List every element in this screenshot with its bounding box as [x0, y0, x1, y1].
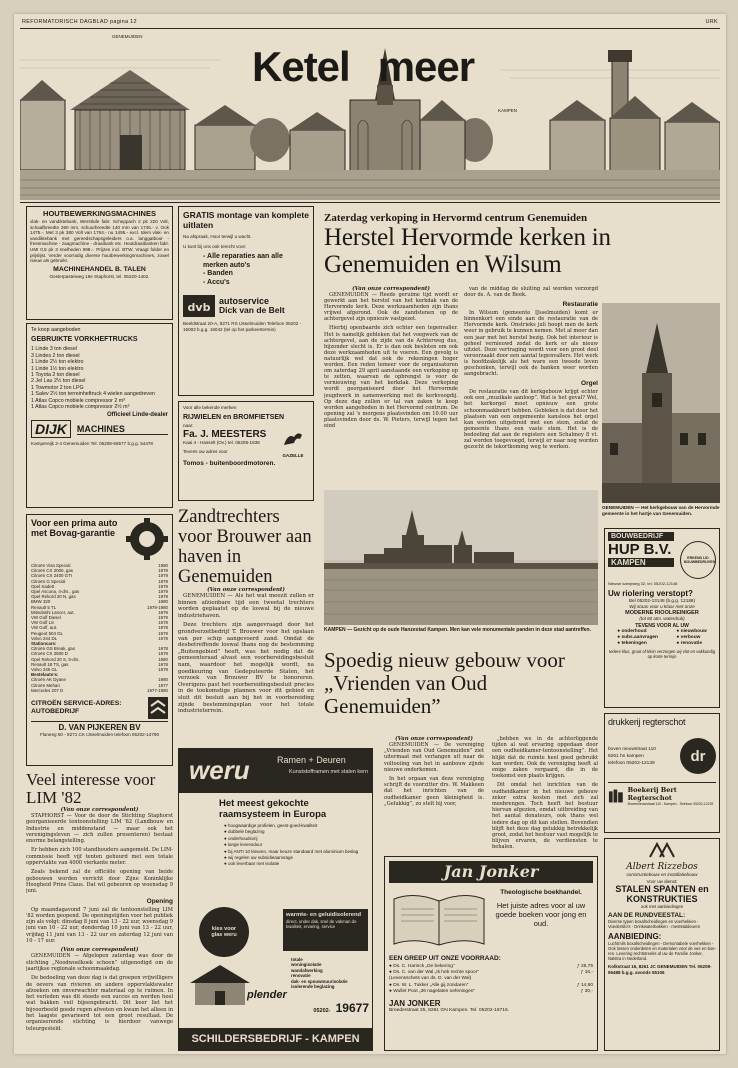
car-list — [31, 563, 168, 693]
regterschot-strip-text — [628, 786, 716, 806]
meesters-row — [183, 429, 309, 458]
car-year: 1979 — [158, 578, 168, 584]
weru-service: totale — [291, 957, 303, 962]
car-model: Citroën Visa Special — [31, 563, 71, 568]
ad-gratis-title: GRATIS montage van komplete uitlaten — [183, 210, 309, 230]
article-herstel-kicker — [324, 206, 719, 226]
car-model: BMW 320 — [31, 599, 51, 605]
rizzebos-big-sub: ook met aanbiedingen — [640, 904, 684, 909]
autoservice-text — [219, 297, 285, 315]
car-model: Mercedes 207 D — [31, 687, 64, 693]
weru-service: dak- en spouwmuurisolatie — [291, 978, 348, 984]
jonker-sub1: Theologische boekhandel. — [500, 889, 582, 896]
weru-badge-text: kies voor glas weru — [211, 926, 237, 938]
hup-seal-text: ERKEND LID BOUWBEDRIJVEN — [684, 556, 716, 564]
hup-also: TEVENS VOOR AL UW — [635, 623, 689, 629]
car-year: 1977 — [158, 682, 168, 688]
ad-gratis-line1: Na afspraak, Hoor terwijl u wacht. — [183, 234, 252, 239]
article-lim-byline: (Van onze correspondent) — [60, 807, 139, 813]
car-model: Mitsubishi Lancer, aut. — [31, 609, 75, 615]
banner-label-mid: KAMPEN — [498, 108, 518, 113]
bovag-head — [31, 518, 168, 560]
hup-headline: Uw riolering verstopt? — [608, 589, 693, 598]
plender-logo-area — [185, 961, 285, 1009]
herstel-kicker: Zaterdag verkoping in Hervormd centrum Genemuiden — [324, 212, 588, 224]
article-zandtrechters — [178, 507, 314, 742]
ad-vorkheftrucks-dealer: Officieel Linde-dealer — [106, 412, 168, 419]
article-spoedig-title: Spoedig nieuw gebouw voor „Vrienden van Oud Genemuiden” — [324, 649, 565, 718]
rizzebos-head — [608, 842, 716, 877]
truck-item: 1 Atlas Copco mobiele compressor 2½ m³ — [31, 404, 130, 411]
weru-bullet: ● ook leverbaar met isolatie — [224, 861, 280, 867]
spoedig-paragraph: „hebben we in de achterliggende tijden al wat ervaring opgedaan door een oudheidkamer-tentoonstelling”. Het blijkt dat de ruimte heel goed gebruikt kan worden. Ook de vereniging heeft al enige zaken vergaard, die in de toekomst een plaats krijgen. — [492, 736, 598, 780]
lim-paragraph: Zoals bekend zal de officiële opening van beide gebouwen worden verricht door Zijne Koninklijke Hoogheid Prins Claus. Dat wil gebeuren op woensdag 9 juni. — [26, 869, 173, 895]
gratis-bullets — [203, 253, 309, 287]
weru-panel — [283, 909, 368, 951]
car-model: Citroën CX 2400 GTI — [31, 573, 72, 579]
car-model: Peugeot 504 GL — [31, 630, 63, 636]
car-year: 1979 — [158, 667, 168, 673]
weru-brand: weru — [189, 755, 250, 785]
weru-phone — [309, 997, 369, 1016]
car-year: 1977-1980 — [147, 687, 168, 693]
regterschot-strip — [608, 782, 716, 806]
photo-kampen — [324, 490, 598, 625]
hup-place: KAMPEN — [608, 558, 674, 567]
ad-meesters — [178, 401, 314, 501]
car-model: Opel Ascona, 4-drs., gas — [31, 589, 80, 595]
regterschot-strip-title: Boekerij Bert Regterschot — [627, 786, 677, 802]
car-model: Opel Kadett — [31, 583, 55, 589]
car-year: 1978 — [158, 661, 168, 667]
rizzebos-name: Albert Rizzebos — [626, 862, 698, 872]
weru-services — [291, 957, 351, 989]
ad-vorkheftrucks-title: GEBRUIKTE VORKHEFTRUCKS — [31, 336, 138, 344]
herstel-paragraph: GENEMUIDEN — Reeds geruime tijd wordt er gewerkt aan het herstel van het kerkdak van de Hervormde kerk. Deze werkzaamheden zijn thans vrijwel afgerond. Ook de zandstenen op de achtergevel zijn opnieuw vastgezet. — [324, 292, 458, 323]
gratis-bullet: - Banden — [203, 270, 233, 278]
herstel-paragraph: In Wilsum (gemeente IJsselmuiden) komt er binnenkort een einde aan de restauratie van de Hervormde kerk. Onstrieks juli hoopt men de kerk weer in gebruik te kunnen nemen. Met al meer dan een jaar met het herstel bezig. Ook het interieur is geheel vernieuwd zodat de kerk er als nieuw uitziet. Deze vertraging wordt voor een groot deel veroorzaakt door een aantal tegenvallers. Het werk is hoofdzakelijk als het ware een tweede leven geschonken, terwijl ook de banken weer worden aangebracht. — [464, 310, 598, 378]
gazelle-icon — [280, 429, 306, 449]
book-price: ƒ 16,- — [580, 970, 593, 976]
car-model: Citroën G Special — [31, 578, 66, 584]
weru-panel-title: warmte- en geluidisolerend — [286, 912, 362, 918]
lim-paragraph: GENEMUIDEN — Afgelopen zaterdag was door de stichting „Noodwoelkoek scheen” uitgenodigd om de jaarlijkse regionale schoonmaakdag. — [26, 953, 173, 972]
svg-text:dvb: dvb — [187, 301, 211, 315]
autoservice-logo-icon — [183, 295, 215, 317]
regterschot-addr2: 8261 hn kampen — [608, 753, 644, 759]
herstel-col1-body — [324, 292, 458, 429]
ad-gratis-name: Dick van de Belt — [219, 305, 285, 316]
plender-name: plender — [247, 989, 287, 1001]
weru-tag2: Kunststofframen met stalen kern — [289, 769, 369, 775]
car-model: Renault 18 TS, gas — [31, 661, 69, 667]
ad-meesters-naar: naar: — [183, 422, 194, 428]
hup-logo-row — [608, 541, 716, 579]
herstel-byline: (Van onze correspondent) — [352, 286, 430, 292]
weru-bullets — [224, 823, 366, 868]
truck-item: 2 Jel Lau 2½ ton diesel — [31, 378, 86, 385]
car-model: Citroën CX 2500 D — [31, 651, 68, 657]
ad-jonker — [384, 856, 598, 1051]
regterschot-logo — [680, 738, 716, 774]
herstel-col2-body — [464, 286, 598, 298]
ad-gratis — [178, 206, 314, 396]
regterschot-addr3: telefoon 05202-12139 — [608, 760, 655, 766]
herstel-paragraph: van de middag de sluiting zal worden verzorgd door ds. A. van de Beek. — [464, 286, 598, 299]
herstel-paragraph: Hierbij openbaarde zich echter een tegenvaller. Het is namelijk gebleken dat het voegwerk van de achtergevel, aan de zijde van de Achterweg dus, bijzonder slecht is. Er is dan ook besloten om ook deze werkzaamheden uit te voeren. Een gevolg is natuurlijk wel dat ook de rekeningen hoger worden. Een reden temeer voor de organisatoren om zaterdag 29 april aanstaande een verkoping op te zetten, waarvan de opbrengst is voor de vernieuwing van het kerkdak. Deze verkoping wordt georganiseerd door het Hervormde jeugdwerk in samenwerking met de kerkvoogdij. Op deze dag zullen er tal van zaken te koop worden aangeboden in het Hervormd centrum. De opening zal 's morgens plaatsvinden om 10.00 uur plaatsvinden door ds. W. Pieters, terwijl tegen het eind — [324, 325, 458, 429]
kampen-photo — [324, 490, 598, 625]
hup-service: ● tekeningen — [617, 641, 647, 646]
ad-vorkheftrucks-intro: Te koop aangeboden — [31, 327, 81, 333]
truck-item: 1 Salev 2½ ton terreinheftruck 4 wielen aangedreven — [31, 391, 155, 398]
truck-item: 1 Toyota 2 ton diesel — [31, 372, 80, 379]
jonker-footer-name: JAN JONKER — [389, 999, 441, 1009]
car-year: 1978 — [158, 646, 168, 652]
citroen-row — [31, 697, 168, 719]
hup-service: ● subs.aanvragen — [617, 635, 658, 640]
article-zandtrechters-body — [178, 593, 314, 715]
ad-vorkheftrucks-address: Kampereijk 2-4 Genemuiden Tel. 05208-55577 b.g.g. 54478 — [31, 441, 153, 447]
ad-gratis-address: Beeldstraat 20-A, 8271 RS IJsselmuiden Telefoon 05202 - 16002 b.g.g. 16042 (tel op het parkeerterrein) — [183, 321, 302, 332]
car-year: 1980 — [158, 563, 168, 568]
spoedig-col1 — [384, 736, 484, 851]
ad-houtbewerking — [26, 206, 173, 320]
autoservice-row — [183, 295, 309, 317]
rizzebos-rv-text: Diverse typen boxafscheidingen en voerhekken - Voedersilo's - Drinkwaterbakken - meststaldeuren — [608, 919, 701, 929]
spoedig-col1-body — [384, 742, 484, 807]
ad-meesters-extra: Tevens uw adres voor — [183, 448, 228, 454]
truck-item: 1 Towmotor 2 ton LPG — [31, 384, 84, 391]
weru-service: isolerende beglazing — [291, 984, 335, 990]
car-model: VW Golf LS — [31, 620, 54, 626]
weru-phone-number: 19677 — [335, 1001, 369, 1015]
weru-phone-label: 05202- — [313, 1008, 331, 1014]
book-title: (Levensschets van ds. D. van der Wal) — [389, 976, 472, 982]
ad-bovag-title: Voor een prima auto met Bovag-garantie — [31, 518, 118, 538]
book-title: ● Ds. C. van der Wal „Ik heb rechte spoor” — [389, 970, 479, 976]
truck-list — [31, 346, 168, 410]
church-photo — [602, 303, 720, 503]
weru-bullet: ● wij regelen uw subsidieaanvrage — [224, 855, 294, 861]
regterschot-strip-small: Bovennieuwstraat 110 - Kampen - Telefoon 05202-12139 — [627, 802, 714, 806]
banner-label-left: GENEMUIDEN — [112, 34, 143, 39]
car-year: 1979 — [158, 594, 168, 600]
regterschot-logo-text: dr — [690, 747, 706, 765]
rizzebos-voor: Voor uw dienst: — [646, 879, 678, 884]
rizzebos-address: Kolkstraat 16, 8261 JC GENEMUIDEN Tel. 05208-55488 b.g.g. avonds 55106 — [608, 964, 712, 975]
rizzebos-tag: constructiebouw en installatiebouw — [626, 872, 698, 877]
ad-meesters-intro: Voor alle bekende merken — [183, 405, 237, 410]
regterschot-address — [608, 746, 680, 767]
car-year: 1978 — [158, 568, 168, 574]
ad-houtbewerking-company: MACHINEHANDEL B. TALEN — [53, 265, 146, 273]
regterschot-addr1: boven nieuwstraat 110 — [608, 746, 656, 752]
lim-paragraph: Op maandagavond 7 juni zal de tentoonstelling LIM '82 worden geopend. De openingstijden voor het publiek zijn als volgt: dinsdag 8 juni van 13 - 22 uur, woensdag 9 juni van 10 - 22 uur, donderdag 10 juni van 13 - 22 uur, vrijdag 11 juni van 13 - 22 uur en zaterdag 12 juni van 10 - 17 uur. — [26, 906, 173, 945]
car-year: 1978-1980 — [147, 604, 168, 610]
weru-footer: SCHILDERSBEDRIJF - KAMPEN — [179, 1028, 372, 1050]
lim-paragraph: Er hebben zich 100 standhouders aangemeld. De LIM-commissie heeft vijf tenten gehuurd met een totale oppervlakte van 4000 vierkante meter. — [26, 847, 173, 867]
car-model: Stationcars: — [31, 641, 57, 647]
spoedig-paragraph: In het orgaan van deze vereniging schrijft de voorzitter drs. W. Makkeen dat het inrichten van de oudheidkamer geen kleinigheid is. „Gelukkig”, zo stelt hij voor, — [384, 776, 484, 807]
article-lim-body — [26, 813, 173, 895]
ad-bovag-dealer: CITROËN SERVICE-ADRES: AUTOBEDRIJF — [31, 700, 122, 716]
book-title: ● Ds. C. Harinck „De bekering” — [389, 964, 455, 969]
zandtrechters-paragraph: Deze trechters zijn aangevraagd door het grondverzetbedrijf T. Brouwer voor het opslaan van per schip aangevoerd zand. Omdat de desbetreffende loswal thans nog de bestemming „Buitengebied” heeft, was het nodig dat de gemeenteraad alvast een voorbereidingsbesluit nam, waardoor het mogelijk wordt, na goedkeuring van Gedeputeerde Staten, het verzoek van Brouwer BV te honoreren. Overigens past het voorbereidingsbesluit precies in de toekomstige plannen voor dit gebied en sluit dit besluit aan bij het in voorbereiding zijnde bestemmingsplan voor het totale industrieterrein. — [178, 622, 314, 715]
newspaper-page — [14, 14, 726, 1054]
article-lim-body3 — [26, 953, 173, 1032]
car-year: 1980 — [158, 599, 168, 605]
hup-footer: Iedere klus, groot of klein verzorgen wij vlot en vakkundig op korte termijn — [608, 649, 716, 659]
hup-machine-sub: (tot 60 atm. waterdruk) — [639, 616, 685, 621]
article-herstel-title: Herstel Hervormde kerken in Genemuiden en Wilsum — [324, 224, 611, 278]
jonker-name: Jan Jonker — [443, 862, 539, 881]
banner — [20, 30, 720, 200]
car-year: 1978 — [158, 620, 168, 626]
car-year: 1979 — [158, 583, 168, 589]
hup-service: ● onderhoud — [617, 629, 647, 634]
gratis-bullet: - Alle reparaties aan alle merken auto's — [203, 253, 283, 269]
ad-houtbewerking-address: Oosterpasteiweg 19e Staphorst, tel. 05220-1402. — [49, 273, 150, 279]
book-price: ƒ 14,90 — [576, 982, 593, 988]
jonker-body — [389, 889, 593, 949]
gear-logo-icon — [126, 518, 168, 560]
dijk-logo-sub: MACHINES — [77, 424, 168, 435]
car-model: Renault 5 TL — [31, 604, 57, 610]
spoedig-col2 — [492, 736, 598, 851]
ad-bovag-name: D. VAN PIJKEREN BV — [31, 721, 168, 732]
rizzebos-aan-title: AANBIEDING: — [608, 932, 662, 941]
weru-panel-text: direct, onder dak, snel de vakman de kwaliteit, ervaring, service — [286, 919, 357, 930]
car-row — [31, 688, 168, 693]
weru-bullet: ● dubbele beglazing — [224, 829, 265, 835]
truck-item: 1 Linde 3 ton diesel — [31, 346, 77, 353]
jonker-address: Broederstraat 25, 8261 GN Kampen. Tel. 05202-16716. — [389, 1008, 510, 1014]
ad-houtbewerking-title: HOUTBEWERKINGSMACHINES — [43, 209, 156, 218]
hup-machine: MODERNE RIOOLREINIGER — [625, 610, 699, 616]
rizzebos-rv-title: AAN DE RUNDVEESTAL: — [608, 912, 686, 919]
spoedig-byline: (Van onze correspondent) — [395, 736, 473, 742]
ad-hup — [604, 528, 720, 708]
weru-badge — [199, 907, 249, 957]
zandtrechters-paragraph: GENEMUIDEN — Als het wat meezit zullen er binnen afzienbare tijd een tweetal trechters worden geplaatst op de loswal bij de nieuwe industriehaven. — [178, 593, 314, 619]
car-model: Volvo 244 DL — [31, 635, 58, 641]
car-model: Volvo 245 GL — [31, 667, 58, 673]
weru-bullet: ● bij ANTI 10 kleuren, maar keuze standaard met aluminium beslag — [224, 848, 359, 854]
car-year: 1979 — [158, 630, 168, 636]
car-model: VW Golf Diesel — [31, 615, 61, 621]
car-year: 1980 — [158, 677, 168, 683]
plender-house-icon — [185, 961, 285, 1009]
ad-meesters-title: RIJWIELEN en BROMFIETSEN — [183, 413, 285, 421]
dijk-logo: DIJK — [31, 420, 71, 438]
hup-service: ● verbouw — [676, 635, 701, 640]
ad-bovag — [26, 514, 173, 766]
gratis-bullet: - Accu's — [203, 278, 230, 286]
book-title: ● Wullet Poot „36 nagelaten oefeningen” — [389, 988, 476, 994]
weru-service: wandafwerking — [291, 967, 323, 973]
page-corner: URK — [705, 19, 718, 25]
car-year: 1979 — [158, 609, 168, 615]
photo-church-caption: GENEMUIDEN — Het kerkgebouw van de Hervormde gemeente in het hartje van Genemuiden. — [602, 505, 720, 516]
herstel-cross2: Orgel — [581, 380, 598, 388]
banner-rule — [20, 202, 720, 203]
hup-top: BOUWBEDRIJF — [608, 532, 674, 541]
hup-services — [608, 629, 716, 647]
weru-service: renovatie — [291, 973, 311, 979]
book-price: ƒ 30,- — [580, 988, 593, 994]
meesters-text — [183, 429, 277, 458]
article-lim-title: Veel interesse voor LIM '82 — [26, 771, 156, 807]
rizzebos-logo-icon — [647, 842, 677, 858]
car-model: VW Golf, aut. — [31, 625, 58, 631]
herstel-cross1: Restauratie — [562, 301, 598, 309]
weru-bullet: ● onderhoudsvrij — [224, 835, 258, 841]
spoedig-col2-body — [492, 736, 598, 851]
jonker-sub2: Het juiste adres voor al uw goede boeken voor jong en oud. — [495, 901, 587, 928]
photo-church-genemuiden — [602, 303, 720, 503]
car-year: 1979 — [158, 573, 168, 579]
truck-item: 1 Linde 2½ ton elektro — [31, 359, 84, 366]
hup-services-right — [676, 629, 706, 647]
car-year: 1980 — [158, 656, 168, 662]
ad-gratis-line2: U kunt bij ons ook terecht voor: — [183, 243, 247, 249]
hup-name-block — [608, 541, 674, 579]
weru-bullet: ● hoogwaardige profielen, geest-goed-kwaliteit — [224, 823, 318, 828]
car-year: 1978 — [158, 625, 168, 631]
book-title: ● Ds. W. L. Tukker „Alle gij zondaren” — [389, 982, 469, 988]
ad-meesters-name: Fa. J. MEESTERS — [183, 429, 267, 441]
spoedig-paragraph: Dit omdat het inrichten van de oudheidkamer in het nieuwe gebouw zeker extra kosten met zich zal meebrengen. Toch heeft het bestuur hiervan afgezien, omdat uitbreiding van het aantal donateurs, ook thans wel iedere dag op dit kan stellen. Bovendien blijft het deze dag gelukkig betrekkelijk groot, zodat het bestuur vast mogelijk te blijven ervaren, de verdiensten te behalen. — [492, 782, 598, 851]
jonker-tagline — [489, 889, 593, 949]
hup-seal — [680, 541, 716, 579]
lim-paragraph: STAPHORST — Voor de door de Stichting Staphorst georganiseerde tentoonstelling LIM '82 (Landbouw en Industrie en middenstand — maar ook het verenigingsleven — zich zullen presenteren) bestaat enorme belangstelling. — [26, 813, 173, 845]
citroen-chevron-icon — [148, 697, 168, 719]
jonker-head — [389, 861, 593, 883]
ad-regterschot — [604, 713, 720, 833]
article-lim-body2 — [26, 907, 173, 945]
truck-item: 1 Linde 1½ ton elektro — [31, 365, 84, 372]
truck-item: 3 Lindes 2 ton diesel — [31, 352, 80, 359]
book-price: ƒ 28,75 — [576, 964, 593, 969]
open-book-icon — [389, 889, 489, 949]
article-zandtrechters-title: Zandtrechters voor Brouwer aan haven in Genemuiden — [178, 507, 312, 587]
car-model: Opel Rekord 20 N, gas — [31, 594, 76, 600]
car-model: Opel Rekord 20 S, 5-drs. — [31, 656, 80, 662]
hup-phone: Bel 05202-13148 (b.g.g. 12188) — [628, 598, 696, 603]
spoedig-paragraph: GENEMUIDEN — De vereniging „Vrienden van Oud Genemuiden” ziet uitermaat met verlangen uit naar de voltooiing van het in aanbouw zijnde nieuwe onderkomen. — [384, 742, 484, 773]
article-lim-byline2: (Van onze correspondent) — [60, 947, 139, 954]
jonker-books — [389, 964, 593, 995]
ad-gratis-brand: autoservice — [219, 296, 270, 307]
car-model: Citroën CX 2000, gas — [31, 568, 73, 574]
car-model: Citroën Mehari — [31, 682, 60, 688]
hup-addr-small: Nieuwe kampweg 32, tel. 05202-12148 — [608, 581, 678, 586]
herstel-col1 — [324, 286, 458, 486]
weru-headline: Het meest gekochte raamsysteem in Europa — [219, 798, 327, 820]
herstel-col2b-body — [464, 310, 598, 377]
hup-service: ● renovatie — [676, 641, 702, 646]
lim-paragraph: De bedoeling van deze dag is dat groepen vrijwilligers de oevers van rivieren en andere oppervlaktewater afzoeken om onverwachter materiaal op te ruimen. In het verleden was dit steeds een succes en werden heel wat bakken vuil bijeengebracht. Dit keer liet het bijvoorbeeld goede regen afweten en kwam het alleen in het laagste gevarieerd tot een groot resultaat. De organiserende stichting is hierdoor vanwege teleurgesteld. — [26, 975, 173, 1032]
ad-rizzebos — [604, 838, 720, 1051]
regterschot-row — [608, 738, 716, 774]
photo-kampen-caption: KAMPEN — Gezicht op de oude Hanzestad Kampen. Men kan vele monumentale panden in deze stad aantreffen. — [324, 627, 591, 633]
car-model: Bestelauto's: — [31, 672, 59, 678]
banner-title-right: meer — [377, 44, 475, 90]
herstel-col2c-body — [464, 389, 598, 450]
car-model: Citroën GS Break, gas — [31, 646, 75, 652]
herstel-col2 — [464, 286, 598, 486]
banner-title-left: Ketel — [252, 44, 350, 90]
hup-service: ● nieuwbouw — [676, 629, 707, 634]
gazelle-label: GAZELLE — [282, 453, 304, 459]
banner-title — [252, 44, 502, 94]
dijk-logo-row — [31, 420, 168, 438]
weru-tag1: Ramen + Deuren — [277, 755, 346, 765]
weru-bullet: ● lange levensduur — [224, 842, 263, 848]
article-zandtrechters-byline: (Van onze correspondent) — [207, 587, 285, 593]
car-year: 1979 — [158, 615, 168, 621]
ad-meesters-footer: Tomos - buitenboordmotoren. — [183, 460, 276, 468]
ad-houtbewerking-body: vlak- en vandiktebank, Werstlufe fabr. Scheppach 2 pk 220 Volt, schaafbreedte 260 mm, schuurbreedte 140 mm van 1745.- v. Ook 1475.-. Met 3 pk 380 Volt van 1764.- nu 1495.- excl. Idem vlak- en vandiktebank met gereedschapsgeleiders o.a. langgatboor - freesmachine - zaagmachine - draaibank etc. Houtdraaibanken fabr. UMI 0,5 pk 3 snelheden 598.-. Prijzen incl. BTW. Vraagt folder en prijslijst. Verder voorradig diverse houtbewerkingsmachines, zowel nieuw als gebruikt. — [30, 219, 169, 264]
hup-name: HUP B.V. — [608, 541, 672, 558]
hup-sub: Wij staan voor u klaar met onze — [629, 604, 695, 609]
car-model: Citroën AK Dyane — [31, 677, 66, 683]
ad-meesters-address: Kaai 4 - Hasselt (Ov.) tel. 05208-1536 — [183, 440, 260, 446]
truck-item: 1 Atlas Copco mobiele compressor 2 m³ — [31, 397, 125, 404]
ad-weru — [178, 748, 373, 1051]
ad-bovag-address: Flaneeg 50 - 8271 CK IJsselmuiden telefoon 05202-14790 — [39, 732, 159, 738]
page-header: REFORMATORISCH DAGBLAD pagina 12 — [22, 19, 137, 25]
article-lim-crosshead: Opening — [146, 897, 173, 905]
ad-vorkheftrucks — [26, 323, 173, 508]
books-icon — [608, 788, 625, 804]
rizzebos-big: STALEN SPANTEN en KONSTRUKTIES — [615, 884, 709, 904]
header-rule — [20, 28, 720, 29]
car-year: 1979 — [158, 651, 168, 657]
regterschot-title: drukkerij regterschot — [608, 717, 686, 727]
car-year: 1979 — [158, 589, 168, 595]
hup-services-left — [617, 629, 658, 647]
jonker-offer-title: EEN GREEP UIT ONZE VOORRAAD: — [389, 955, 501, 962]
car-year: 1978 — [158, 635, 168, 641]
rizzebos-aan-text: Luchtmils boxafscheidingen - Demontabele voerhekken - Ook lossen onderdelen en materialen voor de vee en boe-ren. Levering rechtstreeks af uw de Familie Jonker, Nalstra in Nederland. — [608, 941, 717, 961]
book-row — [389, 989, 593, 995]
weru-head — [179, 749, 372, 793]
weru-service: woningisolatie — [291, 962, 322, 968]
herstel-paragraph: De restauratie van dit kerkgebouw krijgt echter ook een „muzikale aanloop”. Wat is het geval? Wel, het kerkorgel moet opnieuw een grote schoonmaakbeurt hebben. Gebleken is dat door het plaatsen van een ongemeente kansloos het orgel kan worden uitgebreid met een stem, zodat de gemeente thans een vaste stem. Het is de bedoeling dat aan de registers een Schalmey 8 vt. zal worden toegevoegd, terwijl er naar nog worden gezocht de tekortkoming weg te werken. — [464, 389, 598, 451]
gazelle-logo — [277, 429, 309, 458]
article-lim — [26, 771, 173, 1051]
